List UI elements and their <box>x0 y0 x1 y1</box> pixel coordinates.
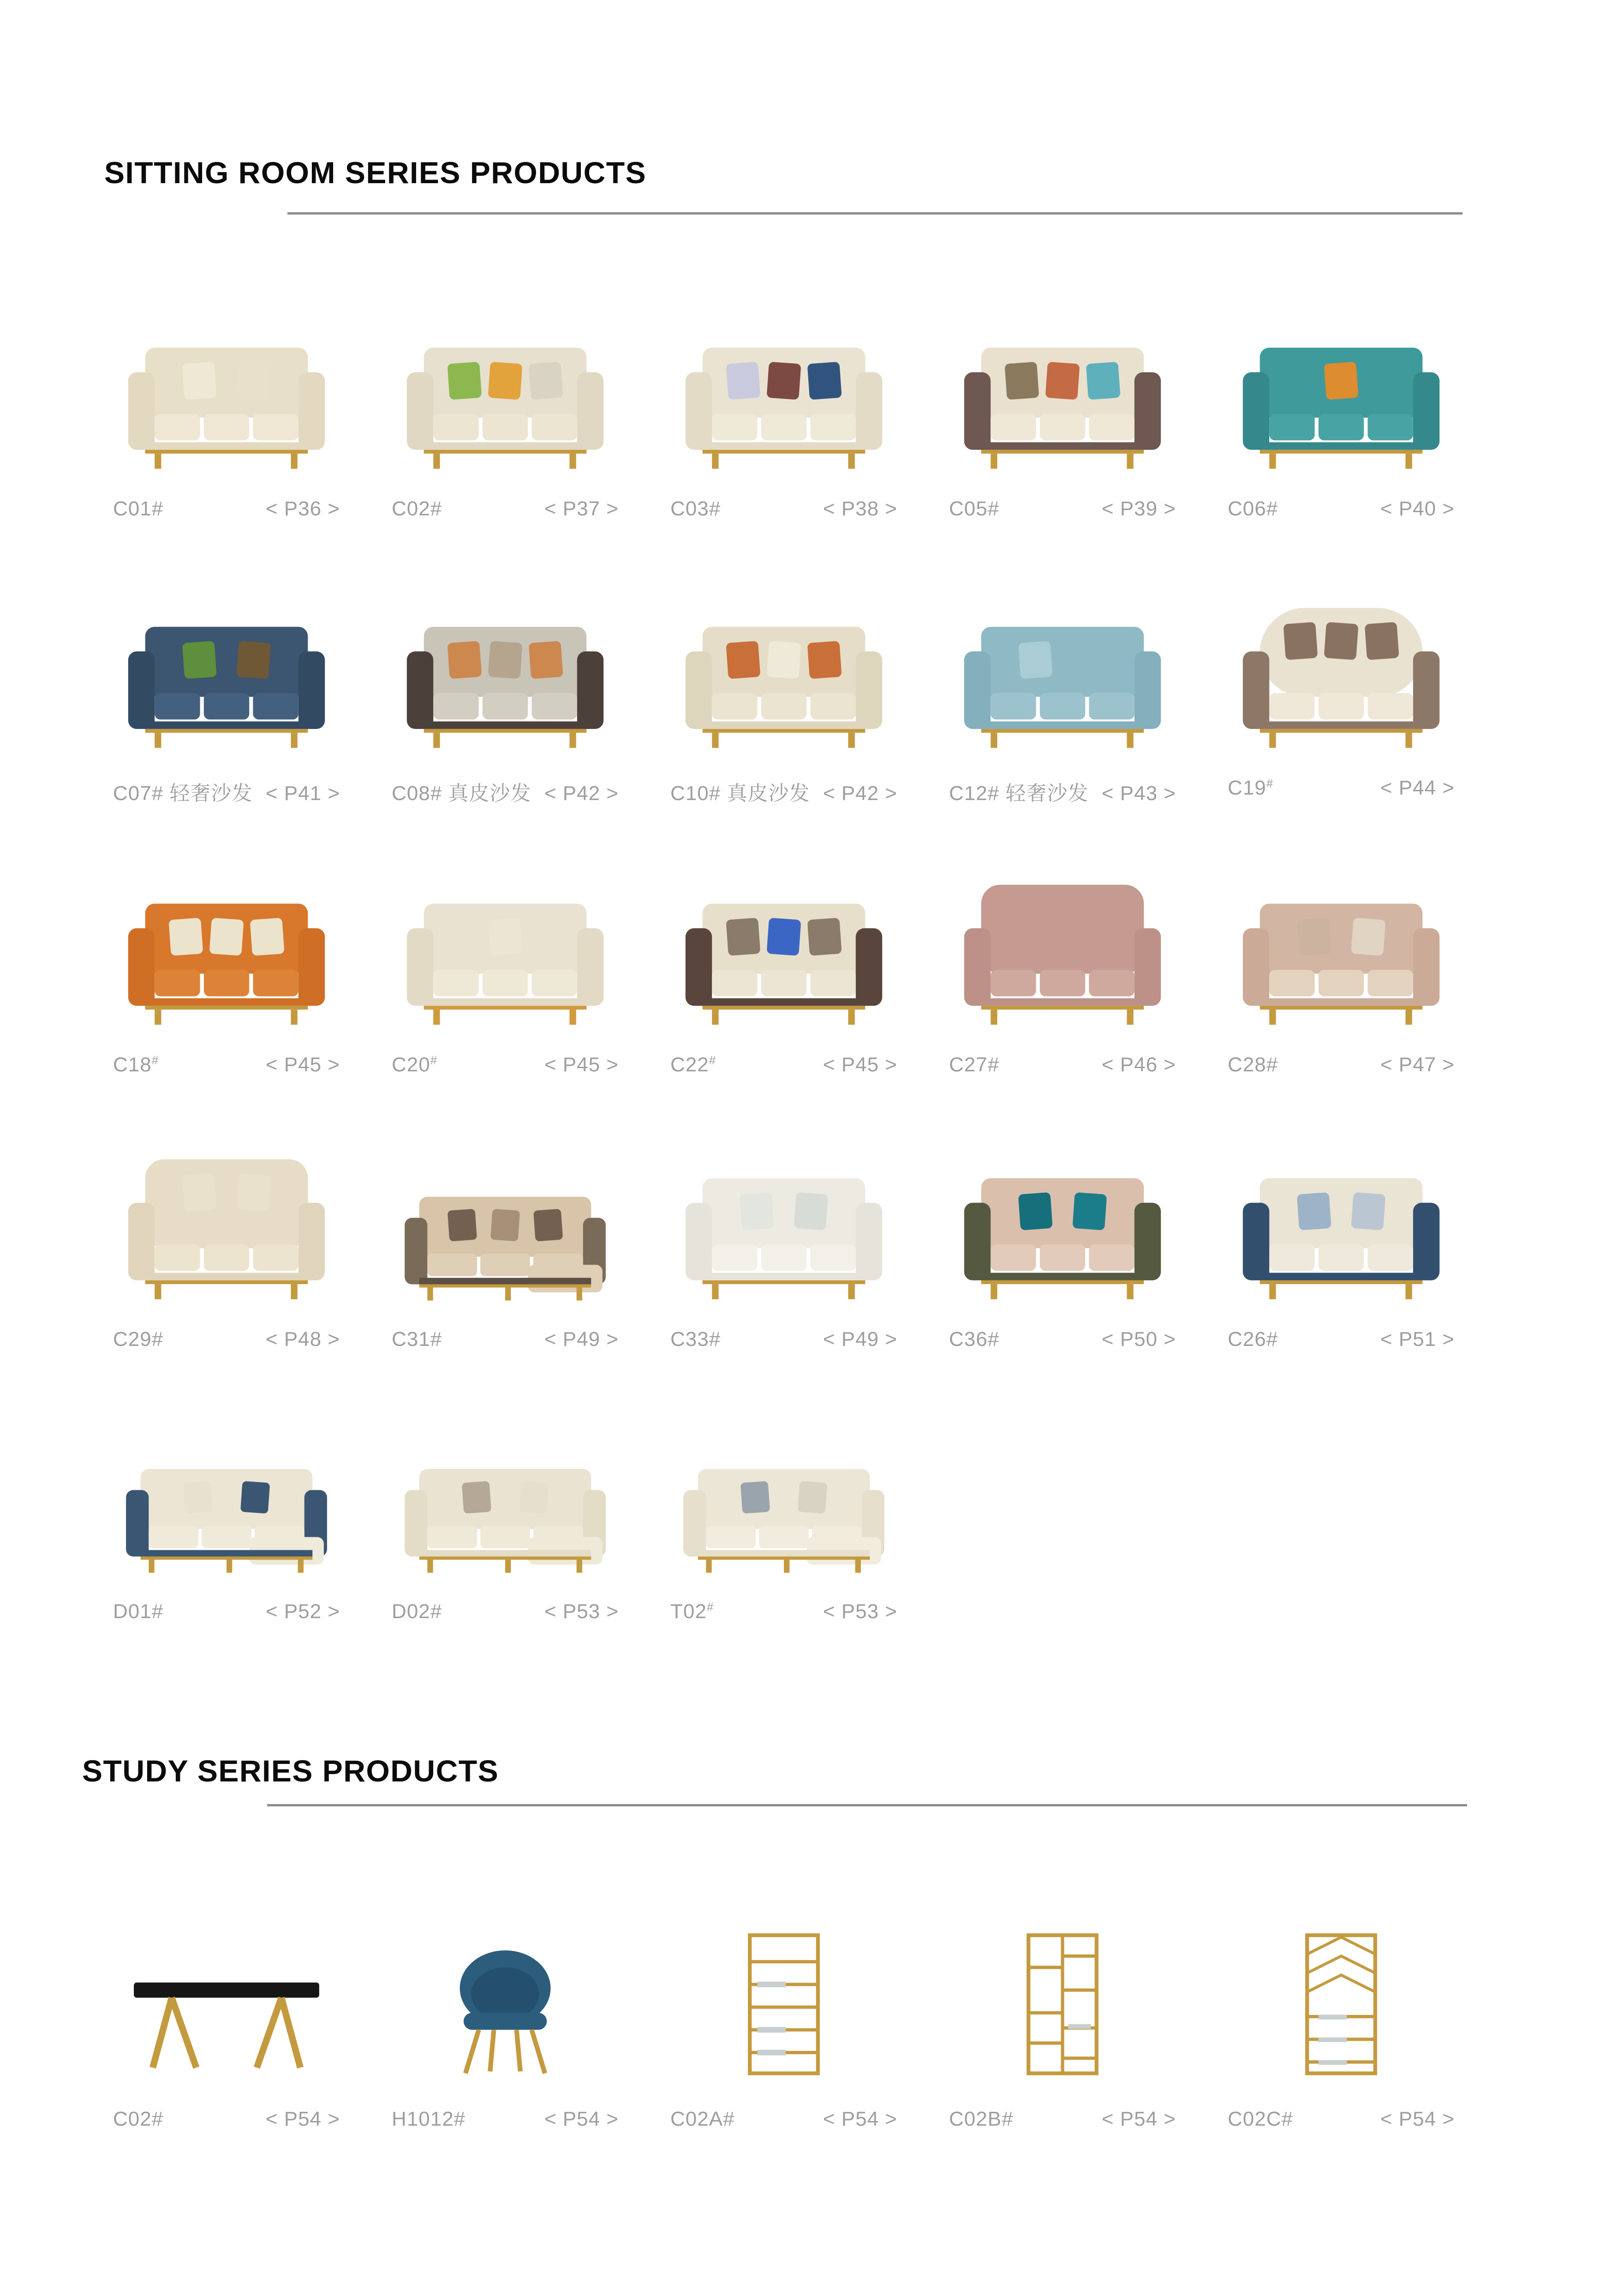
product-card-C08 <box>392 593 619 806</box>
product-label <box>113 777 340 806</box>
product-card-D02 <box>392 1416 619 1623</box>
product-page-ref: < P50 > <box>1101 1328 1176 1351</box>
product-image <box>670 1892 897 2090</box>
product-card-C22 <box>670 870 897 1076</box>
product-image <box>670 593 897 759</box>
product-code: C02# <box>113 2108 164 2130</box>
product-card-C02 <box>113 1892 340 2131</box>
product-page-ref: < P54 > <box>1101 2108 1176 2130</box>
product-card-C20 <box>392 870 619 1076</box>
product-image <box>113 1892 340 2090</box>
product-label <box>949 1328 1176 1351</box>
product-code: C02B# <box>949 2108 1014 2130</box>
section-divider <box>267 1804 1467 1806</box>
product-image <box>392 1892 619 2090</box>
product-row <box>113 870 1455 1076</box>
product-card-C07 <box>113 593 340 806</box>
product-page-ref: < P45 > <box>265 1053 340 1076</box>
product-page-ref: < P54 > <box>544 2108 619 2130</box>
product-page-ref: < P46 > <box>1101 1053 1176 1076</box>
product-label <box>1228 1328 1455 1351</box>
product-code: C19# <box>1228 776 1274 799</box>
product-page-ref: < P39 > <box>1101 497 1176 520</box>
product-image <box>670 1416 897 1583</box>
product-card-C10 <box>670 593 897 806</box>
product-card-C06 <box>1228 314 1455 520</box>
product-row <box>113 593 1455 806</box>
product-page-ref: < P54 > <box>1380 2108 1455 2130</box>
product-label <box>1228 1053 1455 1076</box>
product-code: C06# <box>1228 497 1278 520</box>
product-card-C02 <box>392 314 619 520</box>
section-title-study: STUDY SERIES PRODUCTS <box>82 1754 499 1788</box>
product-image <box>949 1144 1176 1310</box>
product-code: C29# <box>113 1328 164 1351</box>
product-card-C31 <box>392 1144 619 1351</box>
product-code: C18# <box>113 1053 159 1076</box>
product-code: C01# <box>113 497 164 520</box>
product-page-ref: < P48 > <box>265 1328 340 1351</box>
product-label <box>113 1053 340 1076</box>
product-label <box>670 1053 897 1076</box>
product-card-C33 <box>670 1144 897 1351</box>
product-label <box>392 1328 619 1351</box>
product-code: C02C# <box>1228 2108 1293 2130</box>
product-label <box>392 2108 619 2131</box>
product-image <box>113 314 340 480</box>
product-page-ref: < P44 > <box>1380 777 1455 799</box>
product-card-H1012 <box>392 1892 619 2131</box>
section-divider <box>287 212 1463 215</box>
product-page-ref: < P53 > <box>823 1600 897 1623</box>
product-image <box>392 593 619 759</box>
product-code: D02# <box>392 1600 442 1623</box>
product-card-C26 <box>1228 1144 1455 1351</box>
product-card-C27 <box>949 870 1176 1076</box>
product-page-ref: < P49 > <box>823 1328 897 1351</box>
product-card-D01 <box>113 1416 340 1623</box>
product-image <box>392 314 619 480</box>
product-image <box>949 1892 1176 2090</box>
product-label <box>392 497 619 520</box>
product-page-ref: < P45 > <box>823 1053 897 1076</box>
product-label <box>1228 2108 1455 2131</box>
product-label <box>392 777 619 806</box>
product-code: C22# <box>670 1053 716 1076</box>
product-label <box>113 1328 340 1351</box>
product-image <box>949 593 1176 759</box>
product-code: C02# <box>392 497 442 520</box>
product-label <box>949 777 1176 806</box>
product-image <box>670 314 897 480</box>
product-image <box>1228 1892 1455 2090</box>
product-image <box>670 870 897 1036</box>
product-code: C02A# <box>670 2108 735 2130</box>
product-card-C36 <box>949 1144 1176 1351</box>
product-label <box>113 497 340 520</box>
section-title-sitting-room: SITTING ROOM SERIES PRODUCTS <box>104 155 647 190</box>
product-image <box>392 1144 619 1310</box>
product-code: C33# <box>670 1328 721 1351</box>
product-row <box>113 1892 1455 2131</box>
product-code: C28# <box>1228 1053 1278 1076</box>
product-image <box>392 870 619 1036</box>
product-page-ref: < P49 > <box>544 1328 619 1351</box>
product-label <box>670 497 897 520</box>
product-row <box>113 1144 1455 1351</box>
product-card-C02A <box>670 1892 897 2131</box>
product-page-ref: < P42 > <box>544 782 619 805</box>
product-code: C10# 真皮沙发 <box>670 782 810 805</box>
product-code: C36# <box>949 1328 1000 1351</box>
product-card-C02C <box>1228 1892 1455 2131</box>
product-code: C05# <box>949 497 1000 520</box>
product-label <box>670 777 897 806</box>
product-card-C18 <box>113 870 340 1076</box>
product-row <box>113 1416 897 1623</box>
product-card-C29 <box>113 1144 340 1351</box>
product-page-ref: < P54 > <box>265 2108 340 2130</box>
product-code: T02# <box>670 1600 714 1623</box>
product-card-C02B <box>949 1892 1176 2131</box>
product-card-C12 <box>949 593 1176 806</box>
product-label <box>392 1053 619 1076</box>
product-row <box>113 314 1455 520</box>
product-code: C12# 轻奢沙发 <box>949 782 1089 805</box>
product-label <box>670 2108 897 2131</box>
product-image <box>1228 870 1455 1036</box>
product-label <box>670 1600 897 1623</box>
product-page-ref: < P43 > <box>1101 782 1176 805</box>
product-card-C01 <box>113 314 340 520</box>
product-page-ref: < P52 > <box>265 1600 340 1623</box>
product-page-ref: < P53 > <box>544 1600 619 1623</box>
product-code: C27# <box>949 1053 1000 1076</box>
product-code: C26# <box>1228 1328 1278 1351</box>
product-card-C28 <box>1228 870 1455 1076</box>
product-label <box>392 1600 619 1623</box>
product-code: H1012# <box>392 2108 466 2130</box>
product-label <box>949 1053 1176 1076</box>
product-image <box>670 1144 897 1310</box>
product-image <box>113 1416 340 1583</box>
product-image <box>949 314 1176 480</box>
product-code: C08# 真皮沙发 <box>392 782 531 805</box>
product-label <box>113 1600 340 1623</box>
product-code: C20# <box>392 1053 438 1076</box>
product-image <box>1228 314 1455 480</box>
product-label <box>1228 777 1455 800</box>
product-page-ref: < P41 > <box>265 782 340 805</box>
product-card-C19 <box>1228 593 1455 806</box>
product-image <box>113 593 340 759</box>
product-page-ref: < P51 > <box>1380 1328 1455 1351</box>
product-page-ref: < P47 > <box>1380 1053 1455 1076</box>
product-code: C07# 轻奢沙发 <box>113 782 253 805</box>
product-label <box>113 2108 340 2131</box>
product-image <box>113 1144 340 1310</box>
product-image <box>1228 1144 1455 1310</box>
product-card-T02 <box>670 1416 897 1623</box>
product-label <box>949 497 1176 520</box>
product-label <box>1228 497 1455 520</box>
product-page-ref: < P42 > <box>823 782 897 805</box>
product-code: D01# <box>113 1600 164 1623</box>
product-image <box>392 1416 619 1583</box>
product-code: C03# <box>670 497 721 520</box>
product-label <box>670 1328 897 1351</box>
product-image <box>113 870 340 1036</box>
product-page-ref: < P45 > <box>544 1053 619 1076</box>
product-image <box>949 870 1176 1036</box>
product-code: C31# <box>392 1328 442 1351</box>
product-card-C03 <box>670 314 897 520</box>
product-card-C05 <box>949 314 1176 520</box>
product-page-ref: < P37 > <box>544 497 619 520</box>
product-page-ref: < P54 > <box>823 2108 897 2130</box>
product-label <box>949 2108 1176 2131</box>
product-image <box>1228 593 1455 759</box>
product-page-ref: < P36 > <box>265 497 340 520</box>
product-page-ref: < P38 > <box>823 497 897 520</box>
product-page-ref: < P40 > <box>1380 497 1455 520</box>
